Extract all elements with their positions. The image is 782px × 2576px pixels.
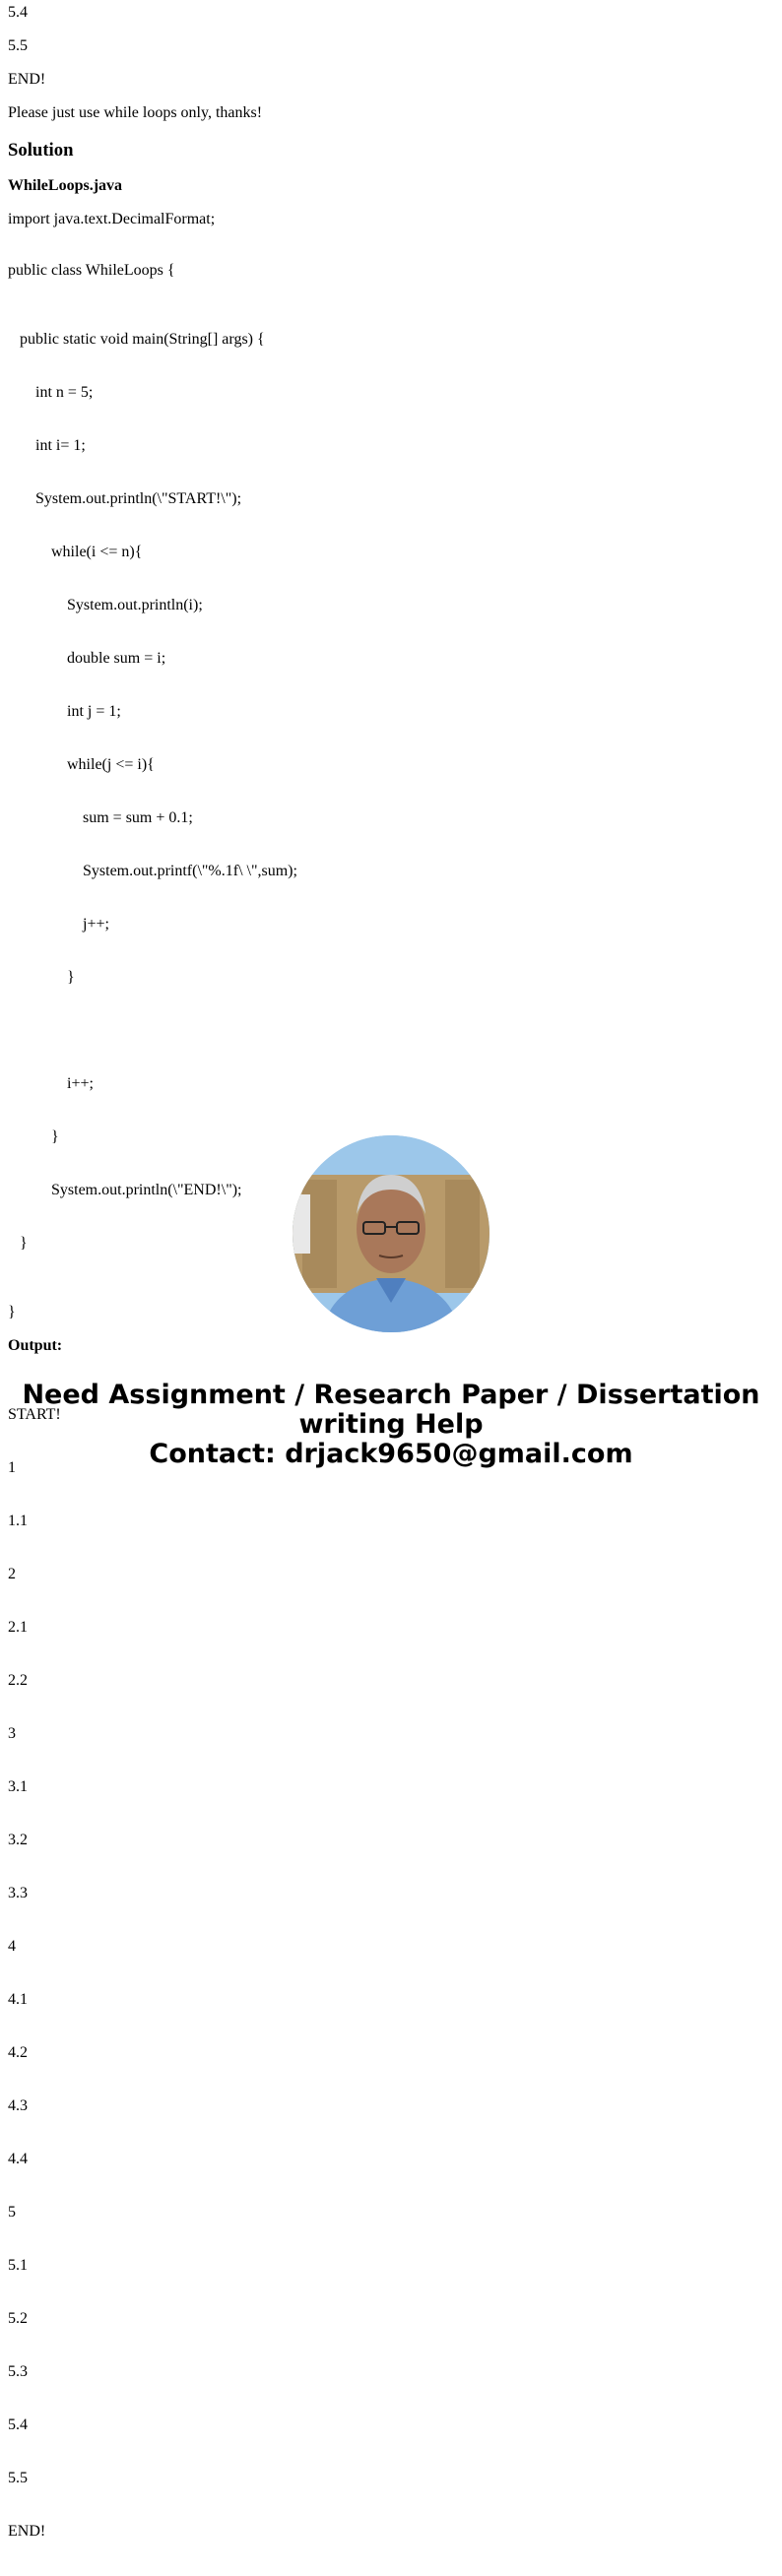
output-line-top-1: 5.4	[8, 4, 28, 21]
code-line: }	[8, 1235, 28, 1252]
code-line: while(i <= n){	[8, 544, 143, 560]
code-line: System.out.println(\"END!\");	[8, 1182, 242, 1198]
code-line: double sum = i;	[8, 650, 166, 667]
output-line: 2.1	[8, 1619, 28, 1636]
code-line: }	[8, 969, 75, 986]
solution-heading: Solution	[8, 140, 74, 161]
output-line: 5.3	[8, 2363, 28, 2380]
output-line: 5.4	[8, 2416, 28, 2433]
code-line: sum = sum + 0.1;	[8, 809, 193, 826]
output-line: 5.1	[8, 2257, 28, 2274]
ad-contact-line[interactable]: Contact: drjack9650@gmail.com	[149, 1439, 633, 1469]
closing-brace: }	[8, 1304, 16, 1320]
output-line: 5.2	[8, 2310, 28, 2327]
output-line: 2.2	[8, 1672, 28, 1689]
file-heading: WhileLoops.java	[8, 177, 123, 194]
code-line: System.out.printf(\"%.1f\ \",sum);	[8, 863, 297, 879]
code-line: while(j <= i){	[8, 756, 155, 773]
code-line	[8, 1022, 774, 1040]
question-note: Please just use while loops only, thanks!	[8, 104, 263, 121]
output-line-top-3: END!	[8, 71, 46, 88]
output-line: 4.3	[8, 2097, 28, 2114]
code-line: System.out.println(\"START!\");	[8, 490, 242, 507]
output-line: START!	[8, 1406, 61, 1423]
class-declaration: public class WhileLoops {	[8, 262, 175, 279]
import-line: import java.text.DecimalFormat;	[8, 211, 216, 227]
ad-line-1: Need Assignment / Research Paper / Dissertation	[22, 1380, 760, 1410]
output-line: 5	[8, 2204, 16, 2221]
ad-footer	[0, 1135, 782, 1469]
code-line: System.out.println(i);	[8, 597, 203, 613]
code-line: int i= 1;	[8, 437, 86, 454]
output-line: 3.1	[8, 1778, 28, 1795]
ad-text	[0, 1381, 782, 1469]
output-line: 5.5	[8, 2470, 28, 2486]
output-line: 1	[8, 1459, 16, 1476]
avatar	[293, 1135, 489, 1332]
output-line: 1.1	[8, 1513, 28, 1529]
output-line: 3	[8, 1725, 16, 1742]
output-line-top-2: 5.5	[8, 37, 28, 54]
output-line: END!	[8, 2523, 46, 2540]
output-line: 2	[8, 1566, 16, 1582]
code-line: int n = 5;	[8, 384, 94, 401]
code-line: i++;	[8, 1075, 94, 1092]
output-line: 4.4	[8, 2151, 28, 2167]
output-line: 4	[8, 1938, 16, 1955]
code-line: }	[8, 1128, 59, 1145]
output-line: 3.2	[8, 1832, 28, 1848]
output-block	[8, 1371, 774, 2576]
code-line: public static void main(String[] args) {	[8, 331, 265, 348]
code-line: j++;	[8, 916, 109, 933]
code-line: int j = 1;	[8, 703, 121, 720]
portrait-image	[293, 1135, 489, 1332]
output-line: 3.3	[8, 1885, 28, 1901]
ad-line-2: writing Help	[298, 1409, 484, 1440]
output-line: 4.2	[8, 2044, 28, 2061]
output-heading: Output:	[8, 1337, 63, 1354]
output-line: 4.1	[8, 1991, 28, 2008]
